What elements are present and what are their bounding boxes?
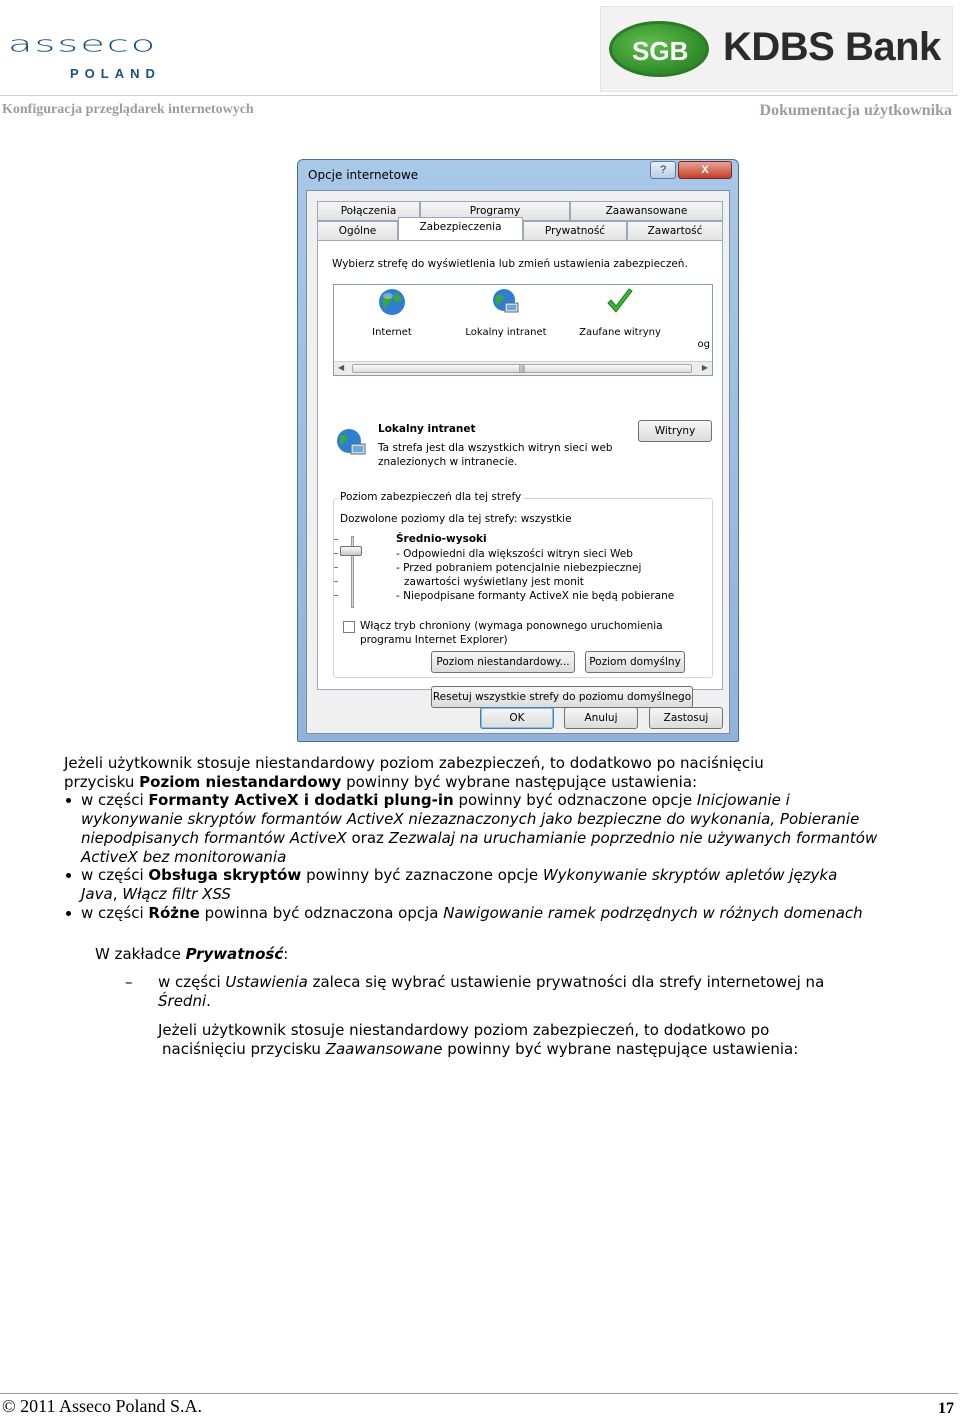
bullet-icon xyxy=(66,798,71,803)
globe-icon xyxy=(377,287,407,317)
scroll-thumb-grip: ||| xyxy=(518,364,526,373)
tab-general[interactable]: Ogólne xyxy=(317,221,398,241)
bullet-1-line-3 xyxy=(81,829,877,848)
zone-internet[interactable] xyxy=(342,287,442,338)
scroll-thumb[interactable] xyxy=(352,364,692,373)
slider-tick xyxy=(334,553,338,554)
text-run-italic: Wykonywanie skryptów apletów języka xyxy=(542,866,838,884)
zone-trusted-sites[interactable] xyxy=(570,287,670,338)
sites-button[interactable]: Witryny xyxy=(638,420,712,442)
selected-zone-title: Lokalny intranet xyxy=(378,423,476,435)
text-run-italic: Zezwalaj na uruchamianie poprzednio nie używanych formantów xyxy=(388,829,878,847)
security-tab-panel xyxy=(317,240,723,703)
text-run-italic: Włącz filtr XSS xyxy=(122,885,231,903)
tab-advanced[interactable]: Zaawansowane xyxy=(570,201,723,221)
text-run: powinny być odznaczone opcje xyxy=(453,791,697,809)
text-run-italic: Java xyxy=(81,885,113,903)
intro-line-2 xyxy=(64,773,697,792)
dialog-body xyxy=(306,190,730,734)
text-run-italic: niepodpisanych formantów ActiveX xyxy=(81,829,347,847)
slider-tick xyxy=(334,581,338,582)
privacy-line-2 xyxy=(158,992,211,1011)
tab-security[interactable]: Zabezpieczenia xyxy=(398,217,523,241)
text-run: powinny być wybrane następujące ustawienia: xyxy=(341,773,698,791)
dialog-title: Opcje internetowe xyxy=(308,168,419,182)
bullet-icon xyxy=(66,873,71,878)
sgb-badge-text: SGB xyxy=(632,36,689,66)
close-button[interactable]: X xyxy=(678,161,732,179)
text-run: przycisku xyxy=(64,773,140,791)
text-run-bold: Formanty ActiveX i dodatki plung-in xyxy=(148,791,454,809)
privacy-tab-intro xyxy=(95,945,288,964)
zone-label: Lokalny intranet xyxy=(465,327,547,338)
text-run-bold: Obsługa skryptów xyxy=(148,866,302,884)
text-run: w części xyxy=(158,973,226,991)
scroll-right-icon[interactable]: ▶ xyxy=(701,363,708,372)
asseco-logo-subtitle: POLAND xyxy=(70,66,161,81)
security-level-point: - Przed pobraniem potencjalnie niebezpiecznej xyxy=(396,562,642,574)
selected-zone-description-1: Ta strefa jest dla wszystkich witryn sieci web xyxy=(378,442,613,454)
footer-copyright: © 2011 Asseco Poland S.A. xyxy=(2,1396,203,1416)
asseco-logo-text: asseco xyxy=(8,31,158,57)
security-level-group-title: Poziom zabezpieczeń dla tej strefy xyxy=(340,491,522,503)
text-run: w części xyxy=(81,866,149,884)
text-run-bold-italic: Prywatność xyxy=(185,945,284,963)
slider-tick xyxy=(334,567,338,568)
zone-list xyxy=(333,284,713,376)
text-run: w części xyxy=(81,791,149,809)
page-number: 17 xyxy=(938,1400,954,1417)
zone-overflow-label: og xyxy=(697,339,710,350)
security-level-point: - Odpowiedni dla większości witryn sieci Web xyxy=(396,548,633,560)
selected-zone-intranet-icon xyxy=(334,426,368,460)
default-level-button[interactable]: Poziom domyślny xyxy=(585,651,685,673)
intro-line-1: Jeżeli użytkownik stosuje niestandardowy poziom zabezpieczeń, to dodatkowo po naciśnięciu xyxy=(64,754,764,772)
protected-mode-label-2: programu Internet Explorer) xyxy=(360,634,508,646)
protected-mode-checkbox[interactable] xyxy=(343,621,355,633)
apply-button[interactable]: Zastosuj xyxy=(649,707,723,729)
scroll-left-icon[interactable]: ◀ xyxy=(338,363,345,372)
advanced-line-1: Jeżeli użytkownik stosuje niestandardowy poziom zabezpieczeń, to dodatkowo po xyxy=(158,1021,770,1039)
help-button[interactable]: ? xyxy=(650,161,676,179)
text-run: powinny być wybrane następujące ustawienia: xyxy=(442,1040,799,1058)
bullet-1-line-1 xyxy=(81,791,790,810)
slider-tick xyxy=(334,539,338,540)
text-run-italic: Inicjowanie i xyxy=(696,791,790,809)
tab-privacy[interactable]: Prywatność xyxy=(523,221,627,241)
checkmark-icon xyxy=(605,287,635,317)
selected-zone-description-2: znalezionych w intranecie. xyxy=(378,456,518,468)
text-run: : xyxy=(283,945,289,963)
allowed-levels-label: Dozwolone poziomy dla tej strefy: wszystkie xyxy=(340,513,572,525)
internet-options-dialog xyxy=(297,159,739,742)
security-level-name: Średnio-wysoki xyxy=(396,533,487,545)
dash-bullet: – xyxy=(125,973,133,991)
ok-button[interactable]: OK xyxy=(480,707,554,729)
document-section-title: Konfiguracja przeglądarek internetowych xyxy=(2,102,254,117)
text-run: w części xyxy=(81,904,149,922)
text-run-bold: Poziom niestandardowy xyxy=(139,773,342,791)
security-level-point: zawartości wyświetlany jest monit xyxy=(404,576,584,588)
intranet-icon xyxy=(491,287,521,317)
advanced-line-2 xyxy=(162,1040,798,1059)
footer-rule xyxy=(0,1393,958,1394)
bullet-2-line-2 xyxy=(81,885,231,904)
text-run: W zakładce xyxy=(95,945,186,963)
bullet-2-line-1 xyxy=(81,866,837,885)
text-run: , xyxy=(112,885,123,903)
security-level-point: - Niepodpisane formanty ActiveX nie będą pobierane xyxy=(396,590,675,602)
tab-connections[interactable]: Połączenia xyxy=(317,201,420,221)
zone-label: Internet xyxy=(372,327,412,338)
privacy-line-1 xyxy=(158,973,824,992)
text-run: naciśnięciu przycisku xyxy=(162,1040,326,1058)
text-run: oraz xyxy=(346,829,389,847)
zone-local-intranet[interactable] xyxy=(456,287,556,338)
kdbs-bank-logo xyxy=(600,6,953,92)
text-run: zaleca się wybrać ustawienie prywatności dla strefy internetowej na xyxy=(307,973,825,991)
bullet-1-line-4: ActiveX bez monitorowania xyxy=(81,848,287,866)
text-run-bold: Różne xyxy=(148,904,200,922)
asseco-logo xyxy=(8,31,234,82)
sgb-badge-icon xyxy=(609,21,709,77)
reset-all-zones-button[interactable]: Resetuj wszystkie strefy do poziomu domyślnego xyxy=(431,686,693,708)
text-run-italic: Średni xyxy=(158,992,207,1010)
bank-name: KDBS Bank xyxy=(723,25,941,69)
text-run-italic: Nawigowanie ramek podrzędnych w różnych domenach xyxy=(443,904,863,922)
custom-level-button[interactable]: Poziom niestandardowy... xyxy=(431,651,575,673)
bullet-icon xyxy=(66,911,71,916)
text-run-italic: Ustawienia xyxy=(225,973,308,991)
document-type-title: Dokumentacja użytkownika xyxy=(759,102,952,119)
bullet-1-line-2: wykonywanie skryptów formantów ActiveX niezaznaczonych jako bezpieczne do wykonania, Pobieranie xyxy=(81,810,860,828)
text-run: powinna być odznaczona opcja xyxy=(199,904,444,922)
text-run: powinny być zaznaczone opcje xyxy=(301,866,543,884)
text-run-italic: Zaawansowane xyxy=(325,1040,443,1058)
header-rule xyxy=(0,95,958,96)
slider-tick xyxy=(334,595,338,596)
tab-programs[interactable]: Programy xyxy=(420,201,570,221)
tab-content[interactable]: Zawartość xyxy=(627,221,723,241)
zone-prompt: Wybierz strefę do wyświetlenia lub zmień ustawienia zabezpieczeń. xyxy=(332,258,688,270)
zone-scrollbar[interactable] xyxy=(334,361,712,375)
text-run: . xyxy=(206,992,211,1010)
bullet-3-line-1 xyxy=(81,904,863,923)
security-level-slider-thumb[interactable] xyxy=(340,546,362,556)
protected-mode-label-1: Włącz tryb chroniony (wymaga ponownego uruchomienia xyxy=(360,620,663,632)
zone-label: Zaufane witryny xyxy=(579,327,661,338)
cancel-button[interactable]: Anuluj xyxy=(564,707,638,729)
